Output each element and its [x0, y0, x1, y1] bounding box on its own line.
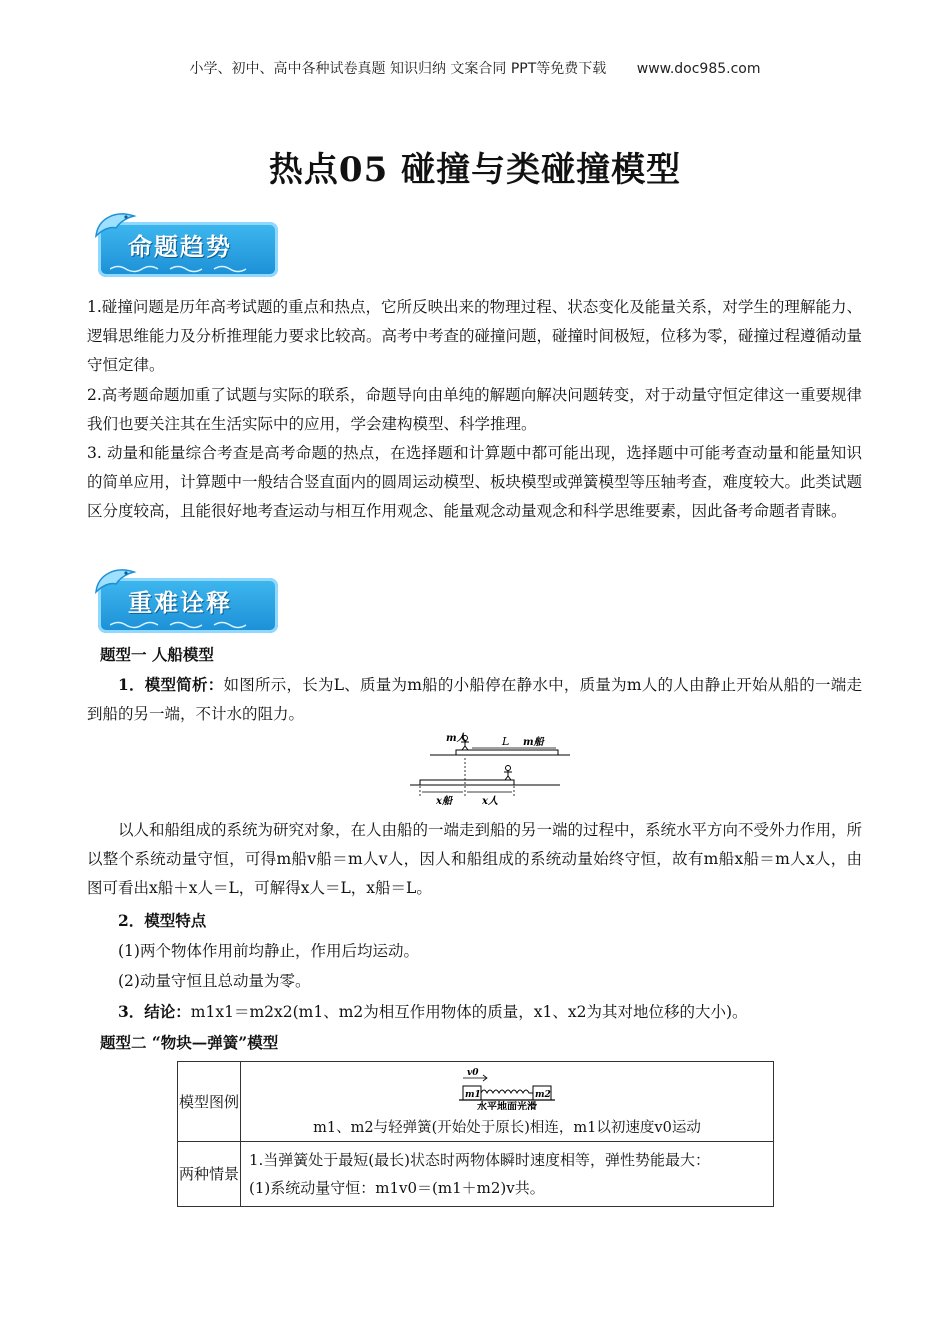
page-header	[0, 58, 950, 78]
type2-heading: 题型二 “物块—弹簧”模型	[100, 1033, 279, 1052]
banner-label: 命题趋势	[128, 233, 232, 261]
trend-paragraph-2: 2.高考题命题加重了试题与实际的联系，命题导向由单纯的解题向解决问题转变，对于动量守恒定律这一重要规律我们也要关注其在生活实际中的应用，学会建构模型、科学推理。	[87, 386, 862, 433]
wave-icon	[110, 620, 260, 630]
label-x-boat: x船	[436, 796, 452, 806]
row1-content	[241, 1062, 774, 1142]
type1-point1: (1)两个物体作用前均静止，作用后均运动。	[118, 942, 419, 960]
type1-item3	[118, 1001, 748, 1023]
type1-item3-label: 3．结论：	[118, 1002, 191, 1021]
trend-paragraph-3: 3. 动量和能量综合考查是高考命题的热点，在选择题和计算题中都可能出现，选择题中可能考查动量和能量知识的简单应用，计算题中一般结合竖直面内的圆周运动模型、板块模型或弹簧模型等压轴考查，难度较大。此类试题区分度较高，且能很好地考查运动与相互作用观念、能量观念动量观念和科学思维要素，因此备考命题者青睐。	[87, 444, 863, 520]
label-m1: m1	[465, 1090, 481, 1100]
label-L: L	[502, 735, 510, 748]
type1-analysis: 以人和船组成的系统为研究对象，在人由船的一端走到船的另一端的过程中，系统水平方向不受外力作用，所以整个系统动量守恒，可得m船v船＝m人v人，因人和船组成的系统动量始终守恒，故有m船x船＝m人x人，由图可看出x船＋x人＝L，可解得x人＝L，x船＝L。	[87, 821, 863, 897]
block-spring-figure	[457, 1066, 557, 1110]
header-text: 小学、初中、高中各种试卷真题 知识归纳 文案合同 PPT等免费下载	[189, 61, 607, 77]
figure-caption: 水平地面光滑	[477, 1102, 537, 1110]
banner-explain	[90, 568, 285, 638]
label-x-person: x人	[482, 796, 498, 806]
type1-item2-label: 2．模型特点	[118, 911, 207, 930]
type1-item1-label: 1．模型简析：	[118, 675, 224, 694]
row2-line1: 1.当弹簧处于最短(最长)状态时两物体瞬时速度相等，弹性势能最大：	[249, 1151, 711, 1169]
person-boat-figure	[410, 728, 570, 806]
row2-content	[241, 1142, 774, 1207]
type1-item1-text: 如图所示，长为L、质量为m船的小船停在静水中，质量为m人的人由静止开始从船的一端走到船的另一端，不计水的阻力。	[87, 676, 862, 723]
type1-item1	[87, 670, 862, 729]
table-row	[178, 1062, 774, 1142]
type1-heading: 题型一 人船模型	[100, 645, 214, 664]
row2-line2: (1)系统动量守恒：m1v0＝(m1＋m2)v共。	[249, 1179, 545, 1197]
label-m-person: m人	[446, 733, 467, 744]
row1-head: 模型图例	[178, 1062, 241, 1142]
banner-trend	[90, 212, 285, 282]
wave-icon	[110, 264, 260, 274]
label-m2: m2	[535, 1090, 551, 1100]
label-v0: v0	[467, 1068, 479, 1078]
table-row	[178, 1142, 774, 1207]
page-title: 热点05 碰撞与类碰撞模型	[268, 150, 682, 190]
header-url[interactable]: www.doc985.com	[636, 61, 761, 77]
trend-paragraph-1: 1.碰撞问题是历年高考试题的重点和热点，它所反映出来的物理过程、状态变化及能量关系，对学生的理解能力、逻辑思维能力及分析推理能力要求比较高。高考中考查的碰撞问题，碰撞时间极短，位移为零，碰撞过程遵循动量守恒定律。	[87, 298, 863, 374]
row1-text: m1、m2与轻弹簧(开始处于原长)相连，m1以初速度v0运动	[313, 1120, 701, 1136]
model-table	[177, 1061, 774, 1207]
banner-label: 重难诠释	[128, 589, 232, 617]
label-m-boat: m船	[523, 737, 544, 748]
type1-point2: (2)动量守恒且总动量为零。	[118, 972, 311, 990]
row2-head: 两种情景	[178, 1142, 241, 1207]
type1-item3-text: m1x1＝m2x2(m1、m2为相互作用物体的质量，x1、x2为其对地位移的大小)。	[190, 1003, 748, 1021]
